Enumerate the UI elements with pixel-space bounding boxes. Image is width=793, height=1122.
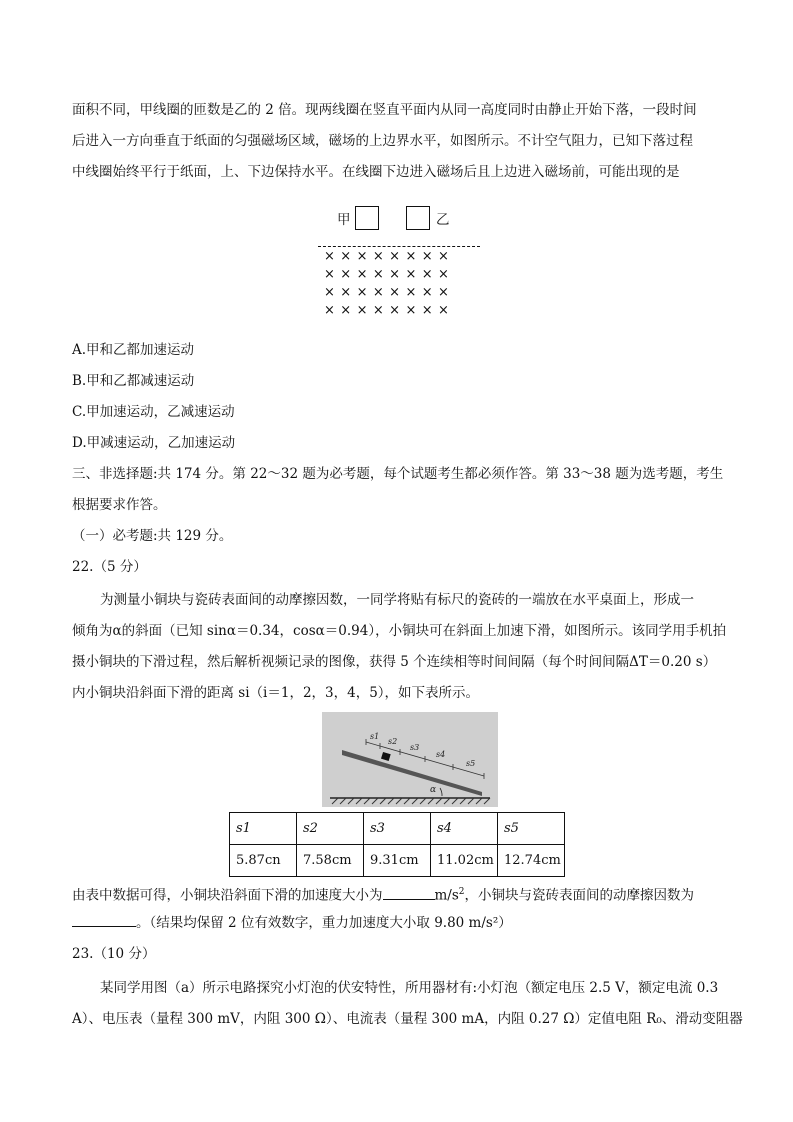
table-header-row: [230, 813, 565, 845]
table-cell: 7.58cm: [297, 845, 364, 877]
q22-text-line-2: 倾角为α的斜面（已知 sinα＝0.34，cosα＝0.94），小铜块可在斜面上加速下滑，如图所示。该同学用手机拍: [72, 623, 727, 639]
q22-text-line-4: 内小铜块沿斜面下滑的距离 si（i＝1，2，3，4，5），如下表所示。: [72, 685, 480, 701]
unit-exponent: 2: [458, 887, 465, 897]
field-boundary-line: [318, 246, 480, 247]
table-row: [230, 845, 565, 877]
photo-label-s4: s4: [436, 750, 446, 759]
table-header-cell: s4: [431, 813, 498, 845]
incline-diagram: [322, 712, 498, 807]
q21-text-line-1: 面积不同，甲线圈的匝数是乙的 2 倍。现两线圈在竖直平面内从同一高度同时由静止开始下落，一段时间: [72, 102, 697, 118]
table-cell: 12.74cm: [498, 845, 565, 877]
section3-line-1: 三、非选择题:共 174 分。第 22～32 题为必考题，每个试题考生都必须作答。第 33～38 题为选考题，考生: [72, 466, 724, 482]
q23-header: 23.（10 分）: [72, 946, 156, 962]
answer-text: ，小铜块与瓷砖表面间的动摩擦因数为: [464, 887, 695, 904]
coil-jia: [355, 206, 379, 230]
answer-note: 。（结果均保留 2 位有效数字，重力加速度大小取 9.80 m/s²）: [136, 915, 512, 931]
photo-label-s2: s2: [388, 737, 398, 746]
option-c: C.甲加速运动，乙减速运动: [72, 404, 235, 420]
table-header-cell: s2: [297, 813, 364, 845]
coil-label-jia: 甲: [337, 212, 351, 228]
q21-text-line-3: 中线圈始终平行于纸面，上、下边保持水平。在线圈下边进入磁场后且上边进入磁场前，可能出现的是: [72, 164, 680, 180]
table-cell: 9.31cm: [364, 845, 431, 877]
field-row: ××××××××: [324, 303, 455, 318]
q22-text-line-1: 为测量小铜块与瓷砖表面间的动摩擦因数，一同学将贴有标尺的瓷砖的一端放在水平桌面上，形成一: [100, 592, 694, 608]
acceleration-unit: m/s: [434, 887, 459, 904]
incline-photo: [322, 712, 498, 807]
q22-answer-line-2: [72, 913, 512, 933]
answer-blank-friction[interactable]: [72, 926, 136, 927]
option-a: A.甲和乙都加速运动: [72, 342, 195, 358]
table-header-cell: s1: [230, 813, 297, 845]
table-header-cell: s5: [498, 813, 565, 845]
answer-blank-acceleration[interactable]: [383, 899, 435, 900]
field-row: ××××××××: [324, 285, 455, 300]
table-cell: 5.87cn: [230, 845, 297, 877]
photo-label-s3: s3: [410, 743, 420, 752]
section3-line-2: 根据要求作答。: [72, 497, 167, 513]
section3-sub: （一）必考题:共 129 分。: [72, 528, 233, 544]
q23-text-line-1: 某同学用图（a）所示电路探究小灯泡的伏安特性，所用器材有:小灯泡（额定电压 2.5 V，额定电流 0.3: [100, 980, 719, 996]
table-header-cell: s3: [364, 813, 431, 845]
photo-label-s5: s5: [466, 759, 476, 768]
q22-text-line-3: 摄小铜块的下滑过程，然后解析视频记录的图像，获得 5 个连续相等时间间隔（每个时间间隔ΔT＝0.20 s）: [72, 654, 717, 670]
option-b: B.甲和乙都减速运动: [72, 373, 195, 389]
q22-answer-line-1: [72, 882, 694, 906]
magnetic-field-figure: [310, 200, 490, 328]
q23-text-line-2: A）、电压表（量程 300 mV，内阻 300 Ω）、电流表（量程 300 mA，内阻 0.27 Ω）定值电阻 R₀、滑动变阻器: [72, 1011, 743, 1027]
field-row: ××××××××: [324, 249, 455, 264]
q21-text-line-2: 后进入一方向垂直于纸面的匀强磁场区域，磁场的上边界水平，如图所示。不计空气阻力，已知下落过程: [72, 133, 693, 149]
coil-yi: [406, 206, 430, 230]
photo-label-alpha: α: [430, 785, 437, 795]
option-d: D.甲减速运动，乙加速运动: [72, 435, 236, 451]
coil-label-yi: 乙: [436, 212, 450, 228]
q22-header: 22.（5 分）: [72, 559, 147, 575]
field-row: ××××××××: [324, 267, 455, 282]
answer-text: 由表中数据可得，小铜块沿斜面下滑的加速度大小为: [72, 887, 383, 904]
table-cell: 11.02cm: [431, 845, 498, 877]
distance-table: [229, 812, 565, 877]
photo-label-s1: s1: [370, 732, 380, 741]
